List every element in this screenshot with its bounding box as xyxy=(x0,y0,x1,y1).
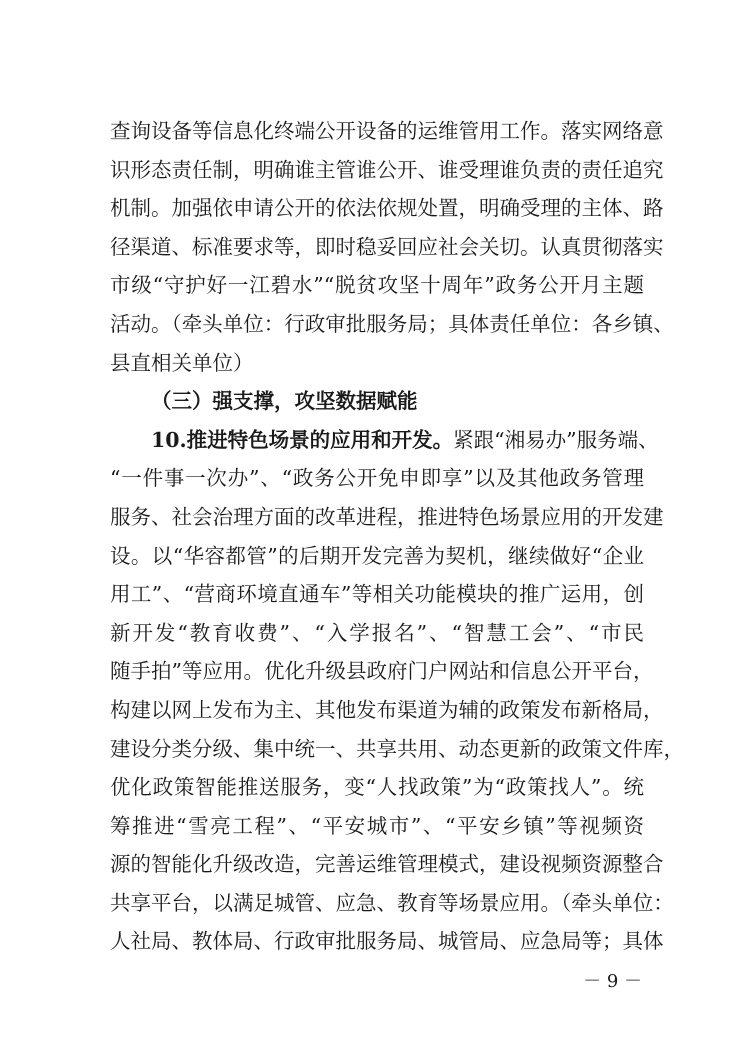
text-line: 人社局、教体局、行政审批服务局、城管局、应急局等；具体 xyxy=(110,929,664,954)
text-line: 识形态责任制，明确谁主管谁公开、谁受理谁负责的责任追究 xyxy=(110,157,664,182)
text-line: 机制。加强依申请公开的依法依规处置，明确受理的主体、路 xyxy=(110,196,664,221)
item-text: 紧跟“湘易办”服务端、 xyxy=(453,427,659,452)
text-line: 活动。（牵头单位：行政审批服务局；具体责任单位：各乡镇、 xyxy=(110,311,674,336)
text-line: 用工”、“营商环境直通车”等相关功能模块的推广运用，创 xyxy=(110,582,644,607)
text-line: 设。以“华容都管”的后期开发完善为契机，继续做好“企业 xyxy=(110,543,644,568)
page-number: － 9 － xyxy=(583,971,642,992)
text-line: “一件事一次办”、“政务公开免申即享”以及其他政务管理 xyxy=(110,466,644,491)
text-line: 随手拍”等应用。优化升级县政府门户网站和信息公开平台， xyxy=(110,659,654,684)
text-line: 服务、社会治理方面的改革进程，推进特色场景应用的开发建 xyxy=(110,504,664,529)
text-line: 筹推进“雪亮工程”、“平安城市”、“平安乡镇”等视频资 xyxy=(110,813,644,838)
text-line: 源的智能化升级改造，完善运维管理模式，建设视频资源整合 xyxy=(110,852,664,877)
text-line: 查询设备等信息化终端公开设备的运维管用工作。落实网络意 xyxy=(110,119,664,143)
text-line: 新开发“教育收费”、“入学报名”、“智慧工会”、“市民 xyxy=(110,620,644,645)
text-line: 径渠道、标准要求等，即时稳妥回应社会关切。认真贯彻落实 xyxy=(110,234,664,259)
text-line: 共享平台，以满足城管、应急、教育等场景应用。（牵头单位： xyxy=(110,890,674,915)
body-text xyxy=(110,112,684,961)
text-line: 建设分类分级、集中统一、共享共用、动态更新的政策文件库， xyxy=(110,736,684,761)
item-first-line xyxy=(110,421,659,460)
text-line: 市级“守护好一江碧水”“脱贫攻坚十周年”政务公开月主题 xyxy=(110,273,644,298)
text-line: 构建以网上发布为主、其他发布渠道为辅的政策发布新格局， xyxy=(110,697,664,722)
text-line: 县直相关单位） xyxy=(110,350,254,375)
item-heading: 10.推进特色场景的应用和开发。 xyxy=(151,427,454,452)
section-heading: （三）强支撑，攻坚数据赋能 xyxy=(151,389,418,414)
text-line: 优化政策智能推送服务，变“人找政策”为“政策找人”。统 xyxy=(110,775,644,800)
